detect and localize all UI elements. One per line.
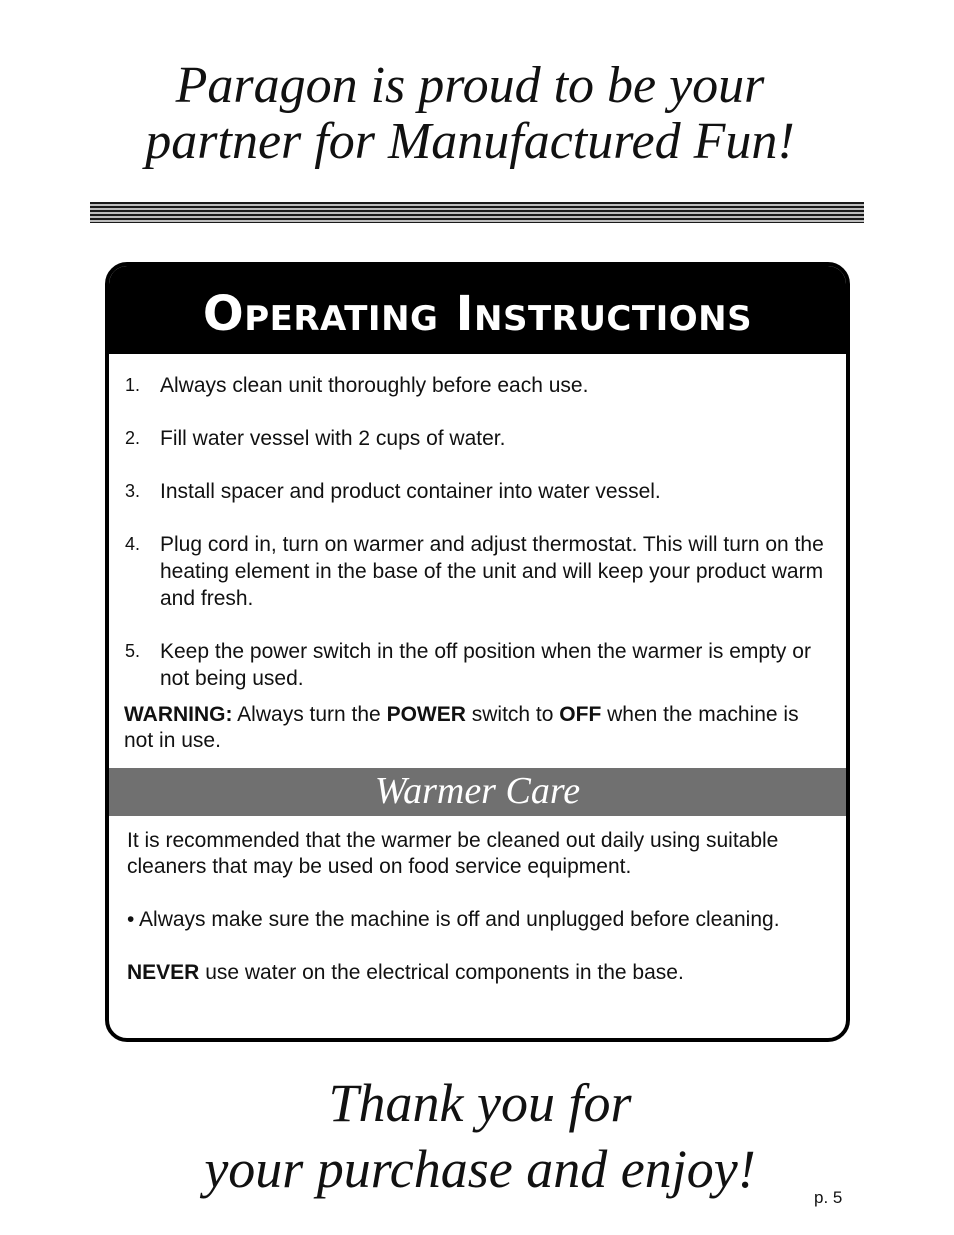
step-list [109,354,846,692]
never-text: use water on the electrical components in the base. [199,961,684,984]
thank-you-line-1: Thank you for [328,1073,632,1133]
warning-text-3: when the machine is not in use. [124,703,799,752]
step-number: 1. [125,375,141,395]
list-item [125,372,834,399]
care-never-note [127,960,827,986]
list-item [125,478,834,505]
step-text: Install spacer and product container into water vessel. [160,480,661,503]
warning-power: POWER [386,703,466,726]
step-number: 4. [125,534,141,554]
step-number: 3. [125,481,141,501]
thank-you-line-2: your purchase and enjoy! [204,1139,756,1199]
step-text: Fill water vessel with 2 cups of water. [160,427,506,450]
operating-instructions-title: Operating Instructions [109,266,846,354]
warning-note [124,702,826,754]
warning-label: WARNING: [124,703,233,726]
step-text: Keep the power switch in the off position when the warmer is empty or not being used. [160,640,811,690]
step-text: Always clean unit thoroughly before each use. [160,374,589,397]
headline [60,58,880,170]
never-label: NEVER [127,961,200,984]
warmer-care-body [127,828,827,1013]
step-text: Plug cord in, turn on warmer and adjust thermostat. This will turn on the heating element in the base of the unit and will keep your product warm and fresh. [160,533,824,610]
headline-line-1: Paragon is proud to be your [175,57,765,114]
headline-line-2: partner for Manufactured Fun! [145,113,795,170]
list-item [125,638,834,692]
care-paragraph-1: It is recommended that the warmer be cleaned out daily using suitable cleaners that may be used on food service equipment. [127,829,779,878]
instructions-box [105,262,850,1042]
step-number: 5. [125,641,141,661]
decorative-rule [90,202,864,223]
page-number: p. 5 [814,1188,843,1207]
list-item [125,425,834,452]
list-item [125,531,834,612]
care-paragraph-2: • Always make sure the machine is off and unplugged before cleaning. [127,908,780,931]
warning-text-1: Always turn the [232,703,387,726]
thank-you-message [90,1070,870,1202]
step-number: 2. [125,428,141,448]
warning-off: OFF [559,703,602,726]
warning-text-2: switch to [465,703,560,726]
warmer-care-title: Warmer Care [109,768,846,816]
